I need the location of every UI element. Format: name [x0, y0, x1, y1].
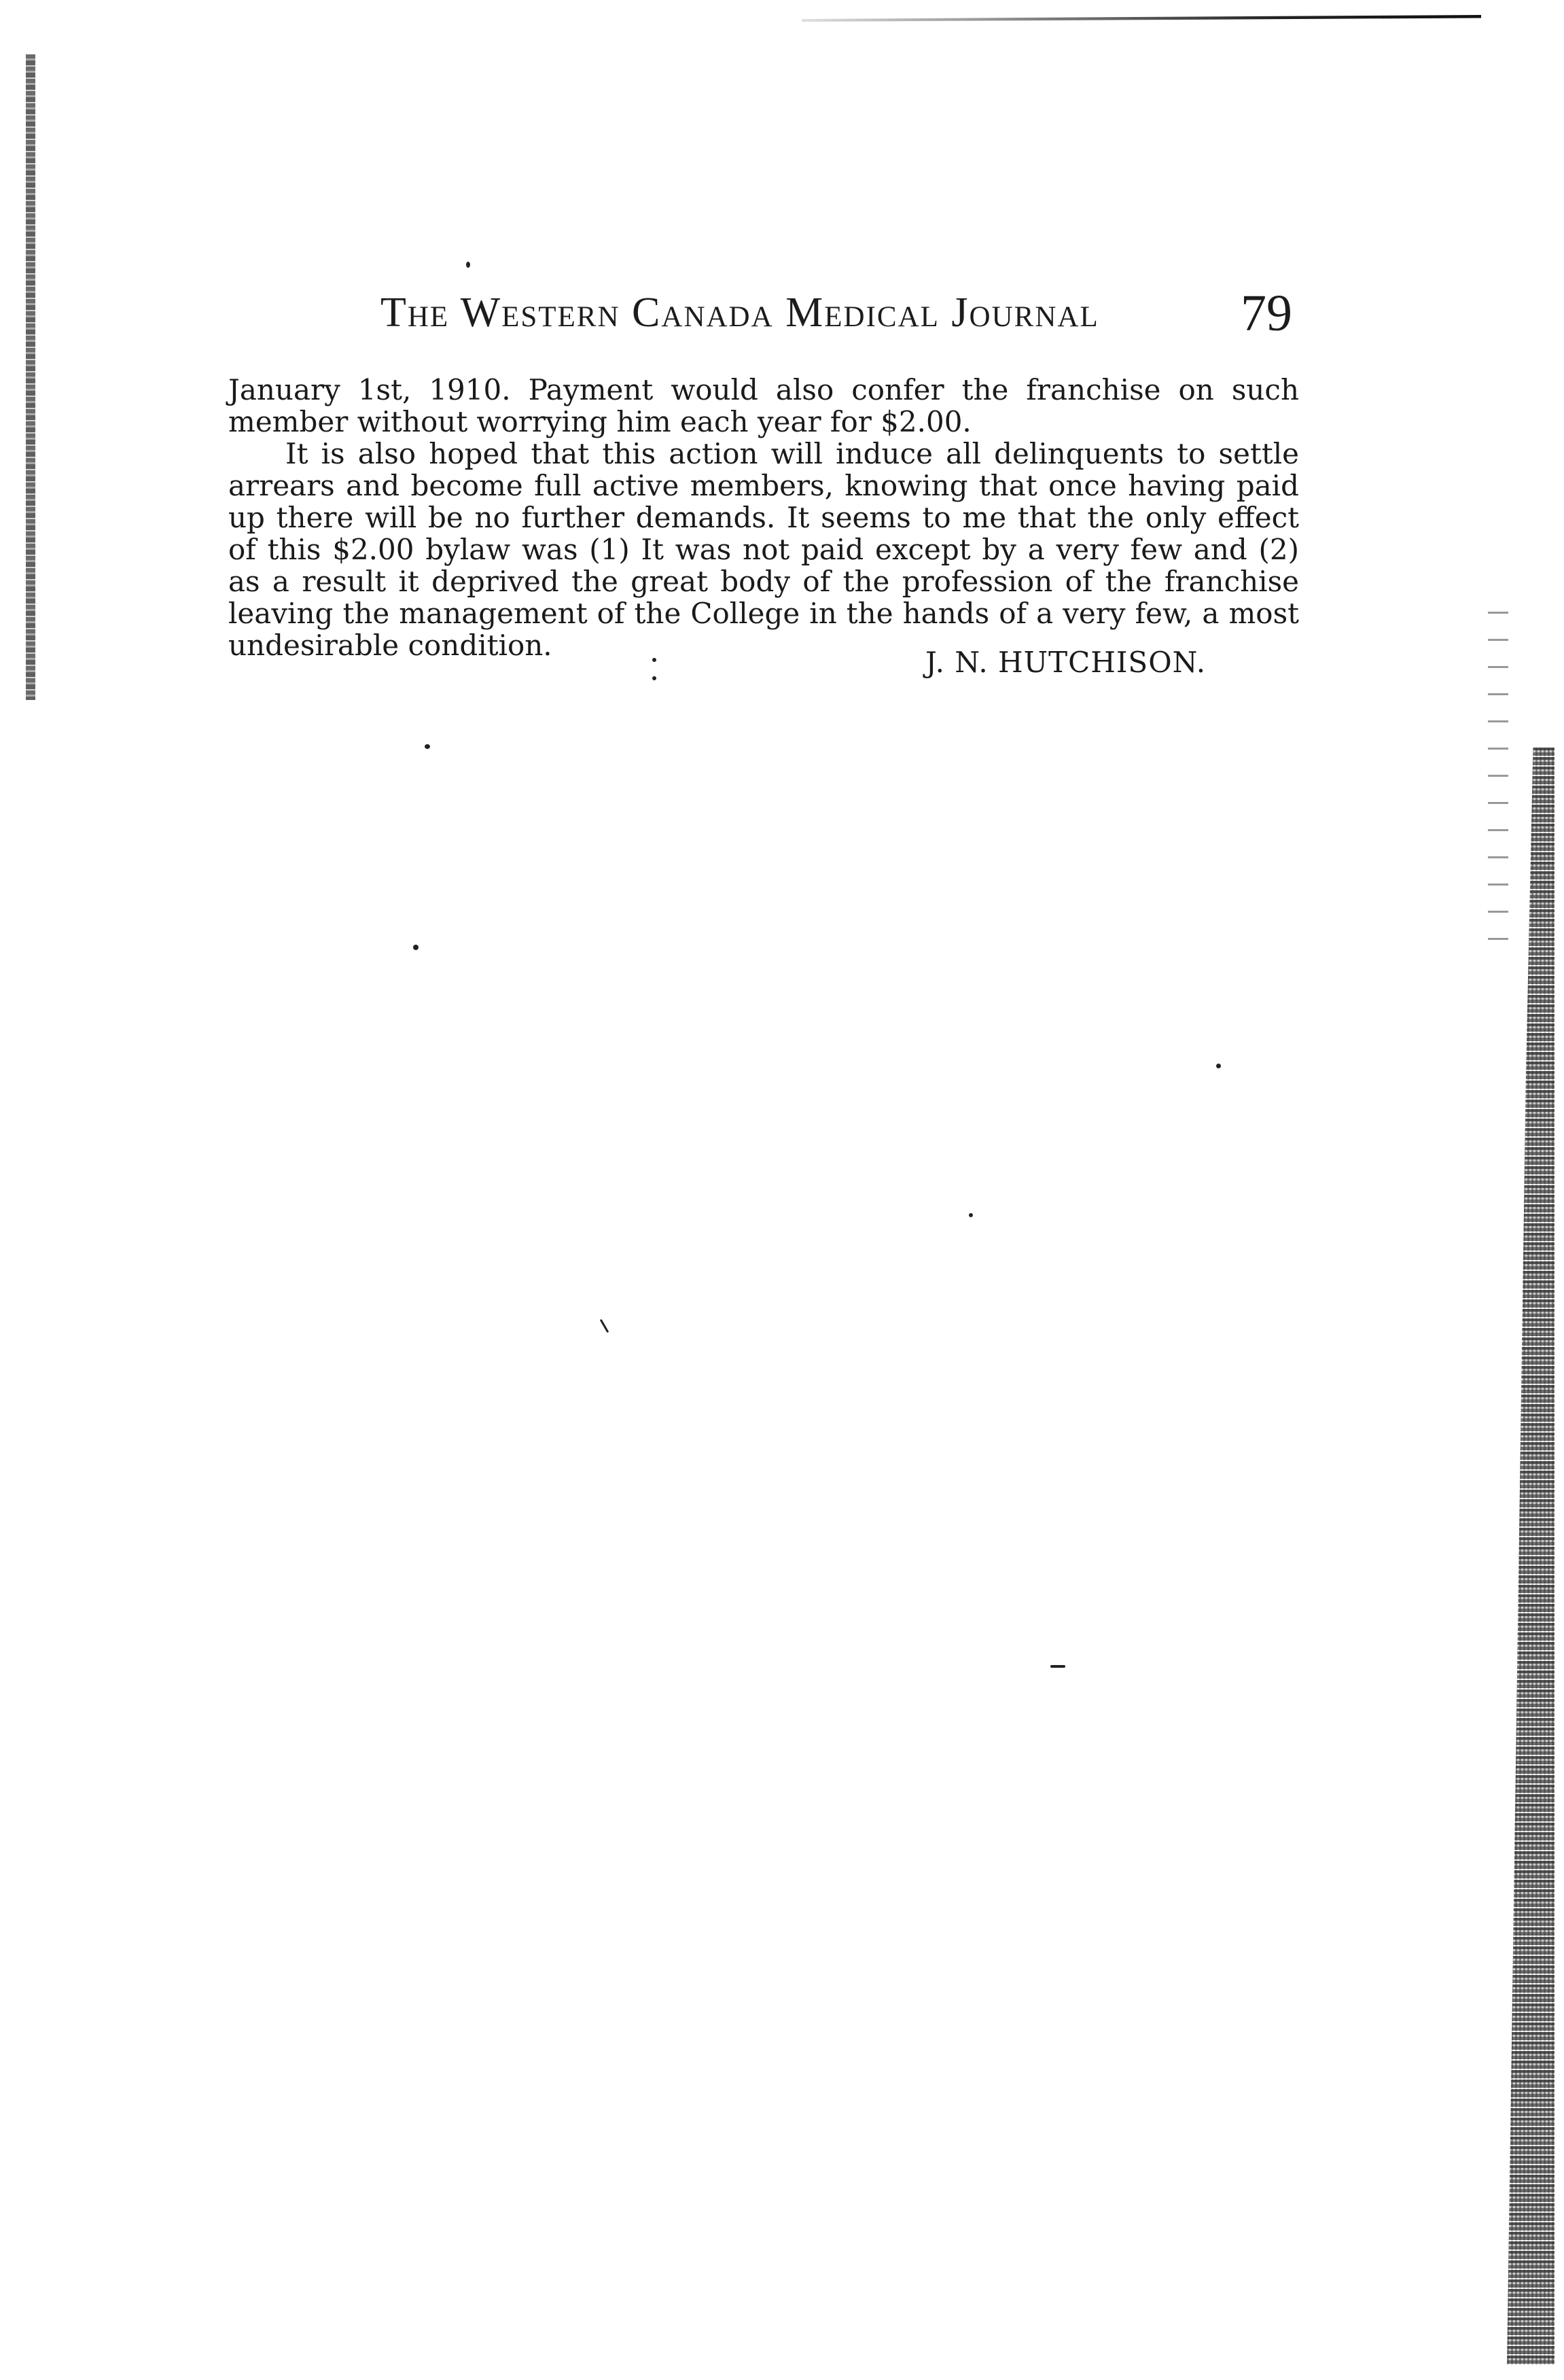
- paragraph: It is also hoped that this action will induce all delinquents to settle arrears and become full active members, knowing that once having paid up there will be no further demands. It seems to me that the only effect of this $2.00 bylaw was (1) It was not paid except by a very few and (2) as a result it deprived the great body of the profession of the franchise leaving the management of the College in the hands of a very few, a most undesirable condition.: [228, 437, 1299, 662]
- scan-speck: [1050, 1665, 1065, 1668]
- scan-speck: [413, 945, 419, 950]
- paragraph: January 1st, 1910. Payment would also confer the franchise on such member without worrying him each year for $2.00.: [228, 373, 1299, 438]
- scan-speck: [466, 262, 470, 268]
- scan-speck: [652, 676, 656, 680]
- scan-left-edge: [26, 54, 35, 700]
- page-number: 79: [1241, 285, 1292, 342]
- article-body: [228, 374, 1299, 661]
- scan-right-edge: [1507, 748, 1554, 2365]
- author-signature: J. N. HUTCHISON.: [925, 646, 1207, 679]
- running-header: The Western Canada Medical Journal: [380, 290, 1099, 336]
- scan-speck: [1216, 1064, 1221, 1068]
- scan-right-specks: [1488, 612, 1508, 951]
- scan-speck: [425, 744, 430, 749]
- scan-speck: [600, 1319, 609, 1333]
- scan-speck: [969, 1213, 973, 1217]
- scan-top-rule: [802, 15, 1481, 22]
